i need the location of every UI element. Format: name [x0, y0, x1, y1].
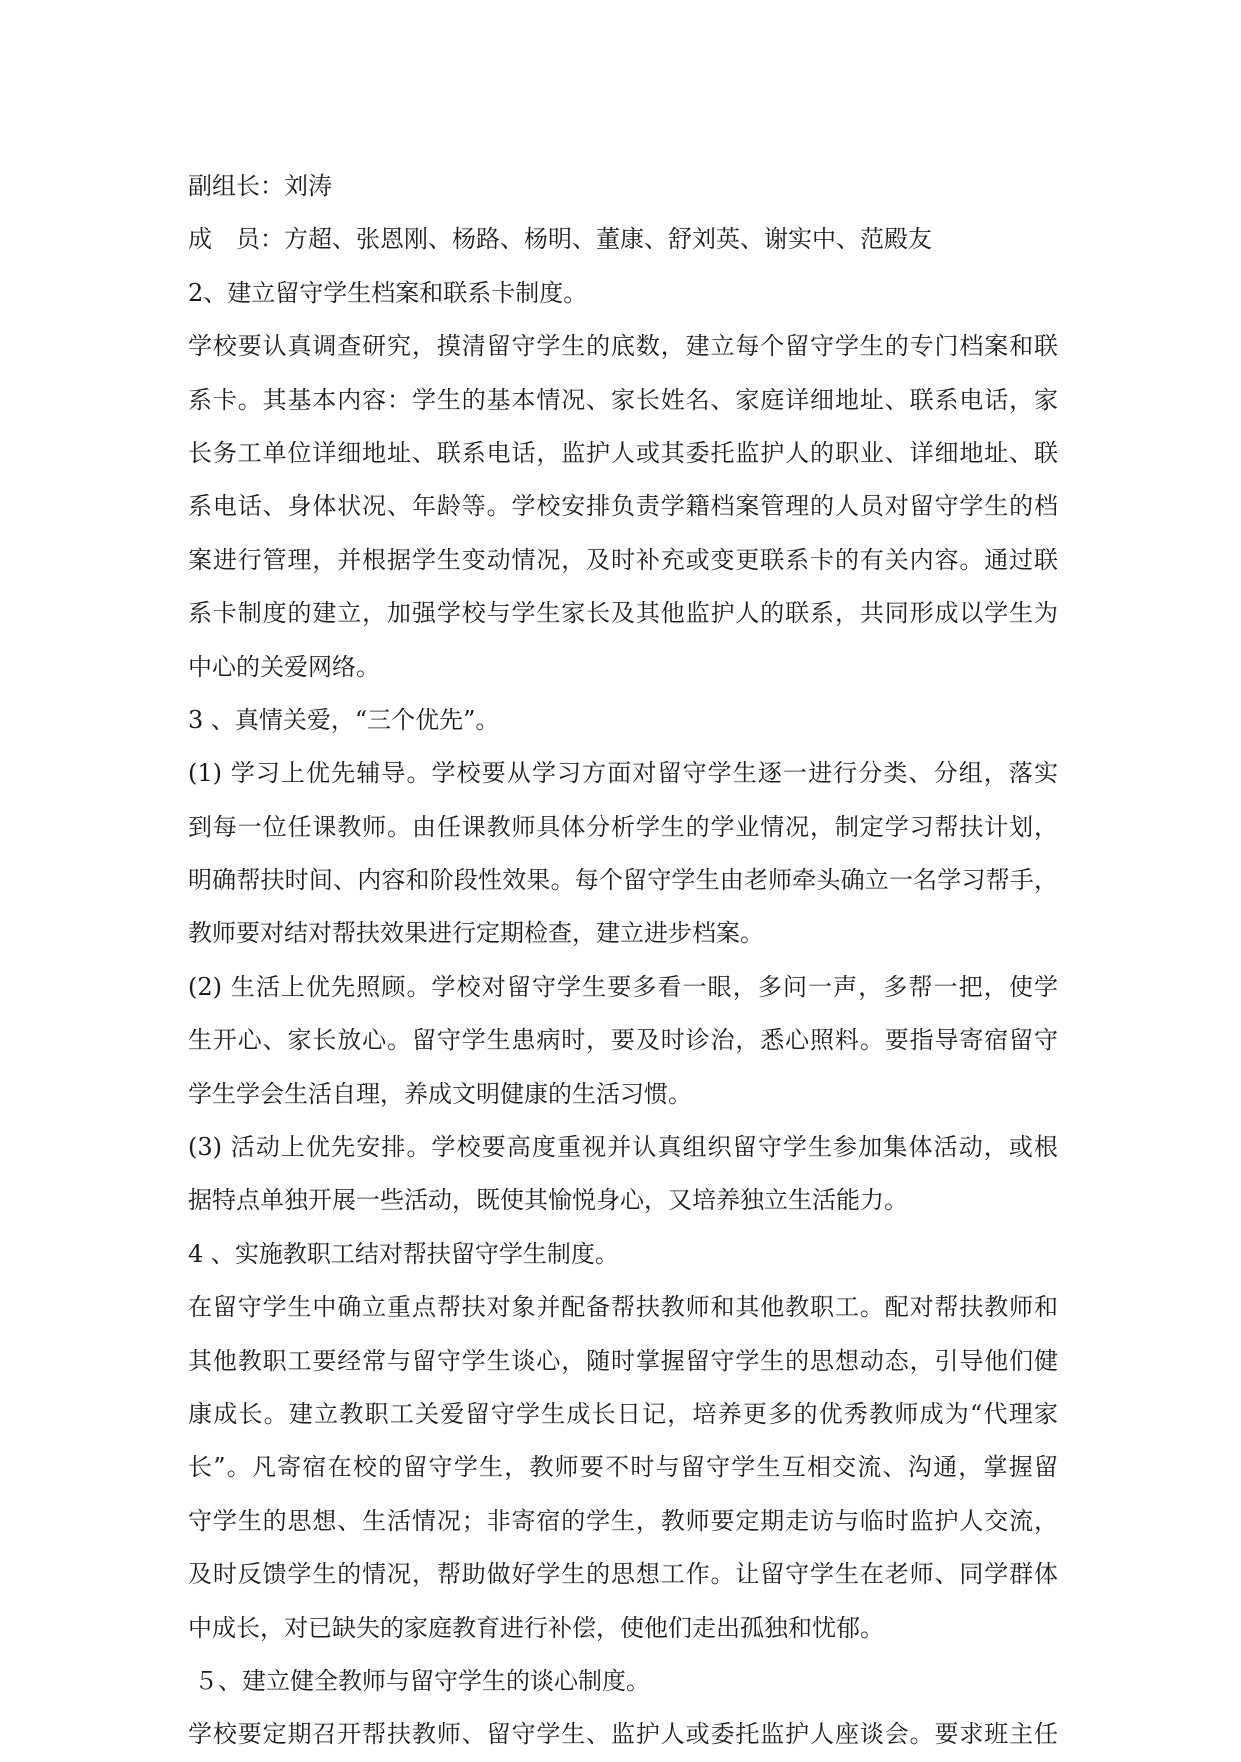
paragraph-line: (3) 活动上优先安排。学校要高度重视并认真组织留守学生参加集体活动，或根: [188, 1133, 1058, 1162]
section-heading-4: 4 、实施教职工结对帮扶留守学生制度。: [188, 1239, 619, 1268]
paragraph-line: 长务工单位详细地址、联系电话，监护人或其委托监护人的职业、详细地址、联: [188, 438, 1058, 467]
paragraph-line: 教师要对结对帮扶效果进行定期检查，建立进步档案。: [188, 919, 764, 948]
paragraph-line: 系电话、身体状况、年龄等。学校安排负责学籍档案管理的人员对留守学生的档: [188, 492, 1058, 521]
paragraph-line: (1) 学习上优先辅导。学校要从学习方面对留守学生逐一进行分类、分组，落实: [188, 759, 1058, 788]
section-heading-2: 2、建立留守学生档案和联系卡制度。: [188, 278, 588, 307]
paragraph-line: 案进行管理，并根据学生变动情况，及时补充或变更联系卡的有关内容。通过联: [188, 545, 1058, 574]
paragraph-line: 到每一位任课教师。由任课教师具体分析学生的学业情况，制定学习帮扶计划，: [188, 812, 1058, 841]
paragraph-line: 中心的关爱网络。: [188, 652, 380, 681]
paragraph-line: (2) 生活上优先照顾。学校对留守学生要多看一眼，多问一声，多帮一把，使学: [188, 972, 1058, 1001]
paragraph-line: 守学生的思想、生活情况；非寄宿的学生，教师要定期走访与临时监护人交流，: [188, 1506, 1058, 1535]
paragraph-line: 学生学会生活自理，养成文明健康的生活习惯。: [188, 1079, 692, 1108]
paragraph-line: 系卡制度的建立，加强学校与学生家长及其他监护人的联系，共同形成以学生为: [188, 599, 1058, 628]
paragraph-line: 其他教职工要经常与留守学生谈心，随时掌握留守学生的思想动态，引导他们健: [188, 1346, 1058, 1375]
paragraph-line: 及时反馈学生的情况，帮助做好学生的思想工作。让留守学生在老师、同学群体: [188, 1560, 1058, 1589]
text-line-members: 成 员：方超、张恩刚、杨路、杨明、董康、舒刘英、谢实中、范殿友: [188, 225, 932, 254]
paragraph-line: 康成长。建立教职工关爱留守学生成长日记，培养更多的优秀教师成为“代理家: [188, 1399, 1058, 1428]
section-heading-3: 3 、真情关爱，“三个优先”。: [188, 705, 500, 734]
paragraph-line: 长”。凡寄宿在校的留守学生，教师要不时与留守学生互相交流、沟通，掌握留: [188, 1453, 1058, 1482]
document-body: [188, 160, 1058, 1762]
paragraph-line: 生开心、家长放心。留守学生患病时，要及时诊治，悉心照料。要指导寄宿留守: [188, 1026, 1058, 1055]
paragraph-line: 学校要认真调查研究，摸清留守学生的底数，建立每个留守学生的专门档案和联: [188, 332, 1058, 361]
section-heading-5: ５、建立健全教师与留守学生的谈心制度。: [194, 1666, 650, 1695]
paragraph-line: 据特点单独开展一些活动，既使其愉悦身心，又培养独立生活能力。: [188, 1186, 908, 1215]
paragraph-line: 明确帮扶时间、内容和阶段性效果。每个留守学生由老师牵头确立一名学习帮手，: [188, 866, 1058, 895]
paragraph-line: 学校要定期召开帮扶教师、留守学生、监护人或委托监护人座谈会。要求班主任: [188, 1720, 1058, 1749]
paragraph-line: 中成长，对已缺失的家庭教育进行补偿，使他们走出孤独和忧郁。: [188, 1613, 884, 1642]
text-line-deputy-leader: 副组长：刘涛: [188, 172, 332, 200]
paragraph-line: 系卡。其基本内容：学生的基本情况、家长姓名、家庭详细地址、联系电话，家: [188, 385, 1058, 414]
paragraph-line: 在留守学生中确立重点帮扶对象并配备帮扶教师和其他教职工。配对帮扶教师和: [188, 1293, 1058, 1322]
